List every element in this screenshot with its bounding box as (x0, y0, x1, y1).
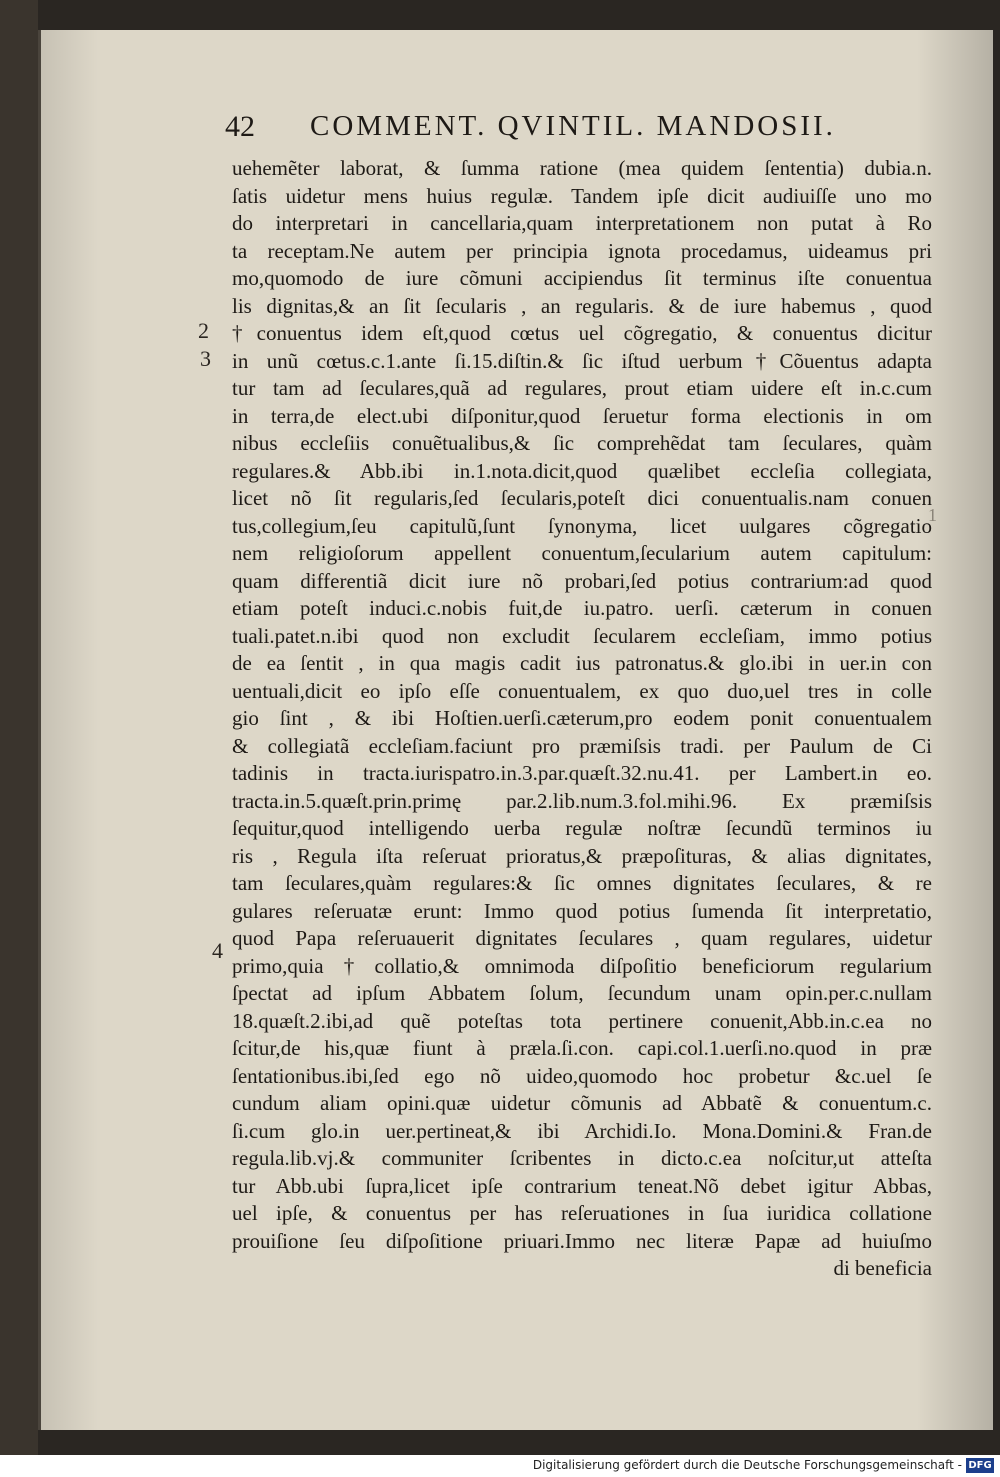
text-line: cundum aliam opini.quæ uidetur cõmunis ad Abbatẽ & conuentum.c. (232, 1091, 932, 1115)
text-line: mo,quomodo de iure cõmuni accipiendus ſit terminus iſte conuentua (232, 266, 932, 290)
text-line: uentuali,dicit eo ipſo eſſe conuentualem, ex quo duo,uel tres in colle (232, 678, 932, 703)
text-line: nibus eccleſiis conuẽtualibus,& ſic comprehẽdat tam ſeculares, quàm (232, 431, 932, 455)
text-line: †conuentus idem eſt,quod cœtus uel cõgregatio, & conuentus dicitur (232, 321, 932, 345)
text-line: tuali.patet.n.ibi quod non excludit ſecularem eccleſiam, immo potius (232, 623, 932, 648)
margin-mark: 1 (928, 505, 937, 525)
text-line: ta receptam.Ne autem per principia ignota procedamus, uideamus pri (232, 238, 932, 263)
text-line: primo,quia†collatio,& omnimoda diſpoſitio beneficiorum regularium (232, 953, 932, 978)
text-line: licet nõ ſit regularis,ſed ſecularis,poteſt dici conuentualis.nam conuen (232, 486, 932, 510)
text-line: gio ſint , & ibi Hoſtien.uerſi.cæterum,pro eodem ponit conuentualem (232, 706, 932, 730)
text-line: ſcitur,de his,quæ fiunt à præla.ſi.con. capi.col.1.uerſi.no.quod in præ (232, 1036, 932, 1060)
text-line: regula.lib.vj.& communiter ſcribentes in dicto.c.ea noſcitur,ut atteſta (232, 1146, 932, 1170)
text-line: regulares.& Abb.ibi in.1.nota.dicit,quod quælibet eccleſia collegiata, (232, 458, 932, 483)
text-line: ſi.cum glo.in uer.pertineat,& ibi Archidi.Io. Mona.Domini.& Fran.de (232, 1118, 932, 1143)
footer-credit: Digitalisierung gefördert durch die Deutsche Forschungsgemeinschaft - (532, 1458, 962, 1472)
text-line: ſatis uidetur mens huius regulæ. Tandem ipſe dicit audiuiſſe uno mo (232, 183, 932, 208)
text-line: quam differentiã dicit iure nõ probari,ſed potius contrarium:ad quod (232, 568, 932, 593)
text-line: ſpectat ad ipſum Abbatem ſolum, ſecundum unam opin.per.c.nullam (232, 981, 932, 1005)
text-line: prouiſione ſeu diſpoſitione priuari.Immo nec literæ Papæ ad huiuſmo (232, 1228, 932, 1253)
text-line: ſentationibus.ibi,ſed ego nõ uideo,quomodo hoc probetur &c.uel ſe (232, 1063, 932, 1088)
text-line: gulares reſeruatæ erunt: Immo quod potius ſumenda ſit interpretatio, (232, 898, 932, 923)
text-line: tus,collegium,ſeu capitulũ,ſunt ſynonyma, licet uulgares cõgregatio (232, 513, 932, 538)
text-line: tur Abb.ubi ſupra,licet ipſe contrarium teneat.Nõ debet igitur Abbas, (232, 1173, 932, 1198)
text-line: etiam poteſt induci.c.nobis fuit,de iu.patro. uerſi. cæterum in conuen (232, 596, 932, 620)
text-line: uehemẽter laborat, & ſumma ratione (mea quidem ſententia) dubia.n. (232, 156, 932, 180)
text-line: ris , Regula iſta reſeruat prioratus,& præpoſituras, & alias dignitates, (232, 843, 932, 868)
text-line: lis dignitas,& an ſit ſecularis , an regularis. & de iure habemus , quod (232, 293, 932, 318)
text-line: tam ſeculares,quàm regulares:& ſic omnes dignitates ſeculares, & re (232, 871, 932, 895)
text-line: tracta.in.5.quæſt.prin.primę par.2.lib.num.3.fol.mihi.96. Ex præmiſsis (232, 788, 932, 813)
running-title: COMMENT. QVINTIL. MANDOSII. (310, 110, 836, 142)
text-line: nem religioſorum appellent conuentum,ſecularium autem capitulum: (232, 541, 932, 565)
text-line: uel ipſe, & conuentus per has reſeruationes in ſua iuridica collatione (232, 1201, 932, 1225)
text-line: de ea ſentit , in qua magis cadit ius patronatus.& glo.ibi in uer.in con (232, 651, 932, 675)
page-number: 42 (225, 110, 255, 143)
book-binding-edge (0, 0, 38, 1455)
text-line: di beneficia (833, 1256, 932, 1280)
text-line: tadinis in tracta.iurispatro.in.3.par.quæſt.32.nu.41. per Lambert.in eo. (232, 761, 932, 785)
text-line: quod Papa reſeruauerit dignitates ſeculares , quam regulares, uidetur (232, 926, 932, 950)
text-line: in unũ cœtus.c.1.ante ſi.15.diſtin.& ſic iſtud uerbum†Cõuentus adapta (232, 348, 932, 373)
text-line: tur tam ad ſeculares,quã ad regulares, prout etiam uidere eſt in.c.cum (232, 376, 932, 400)
running-head (175, 110, 875, 150)
text-line: ſequitur,quod intelligendo uerba regulæ noſtræ ſecundũ terminos iu (232, 816, 932, 840)
text-line: & collegiatã eccleſiam.faciunt pro præmiſsis tradi. per Paulum de Ci (232, 733, 932, 758)
dfg-logo: DFG (966, 1458, 994, 1473)
body-text (232, 155, 932, 1283)
margin-number: 4 (212, 938, 223, 963)
text-line: 18.quæſt.2.ibi,ad quẽ poteſtas tota pertinere conuenit,Abb.in.c.ea no (232, 1008, 932, 1033)
text-line: in terra,de elect.ubi diſponitur,quod ſeruetur forma electionis in om (232, 403, 932, 428)
text-line: do interpretari in cancellaria,quam interpretationem non putat à Ro (232, 211, 932, 235)
margin-number: 2 (198, 318, 209, 343)
footer-bar (0, 1455, 1000, 1477)
margin-number: 3 (200, 346, 211, 371)
